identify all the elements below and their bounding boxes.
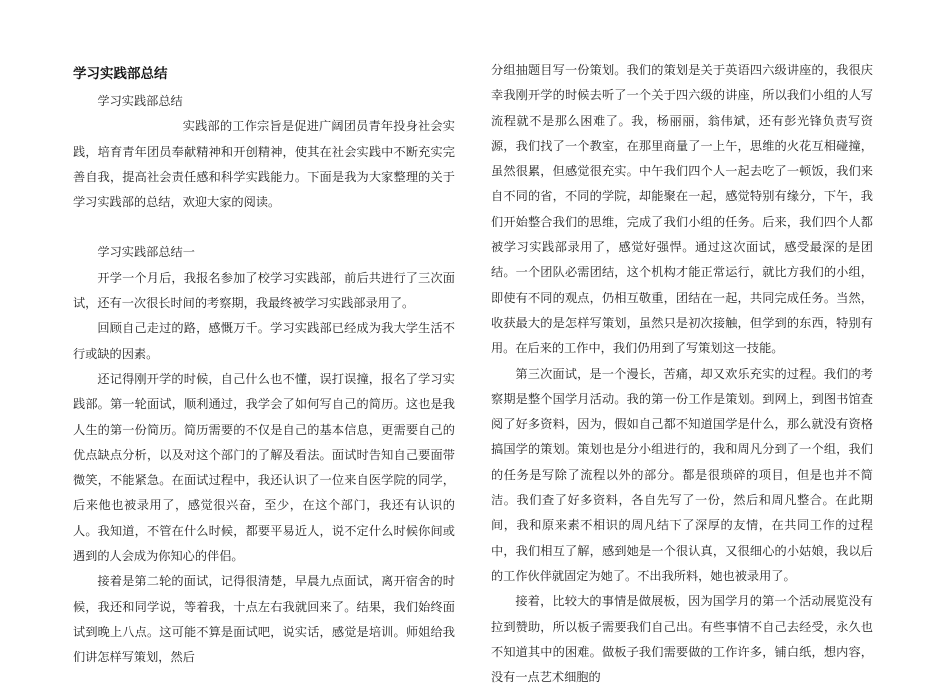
body-paragraph: 回顾自己走过的路，感慨万千。学习实践部已经成为我大学生活不行或缺的因素。 (73, 321, 455, 361)
body-paragraph: 接着，比较大的事情是做展板，因为国学月的第一个活动展览没有拉到赞助，所以板子需要我们自己出。有些事情不自己去经受，永久也不知道其中的困难。做板子我们需要做的工作许多，铺白纸，想内容，没有一点艺术细胞的 (491, 594, 873, 685)
section-title: 学习实践部总结一 (97, 245, 195, 260)
body-paragraph: 还记得刚开学的时候，自己什么也不懂，误打误撞，报名了学习实践部。第一轮面试，顺利通过，我学会了如何写自己的简历。这也是我人生的第一份简历。简历需要的不仅是自己的基本信息，更需要自己的优点缺点分析，以及对这个部门的了解及看法。面试时告知自己要面带微笑，不能紧急。在面试过程中，我还认识了一位来自医学院的同学，后来他也被录用了，感觉很兴奋，至少，在这个部门，我还有认识的人。我知道，不管在什么时候，都要平易近人，说不定什么时候你间或遇到的人会成为你知心的伴侣。 (73, 371, 455, 564)
right-column (491, 58, 873, 690)
body-paragraph: 第三次面试，是一个漫长，苦痛，却又欢乐充实的过程。我们的考察期是整个国学月活动。我的第一份工作是策划。到网上，到图书馆查阅了好多资料，因为，假如自己都不知道国学是什么，那么就没有资格搞国学的策划。策划也是分小组进行的，我和周凡分到了一个组，我们的任务是写除了流程以外的部分。都是很琐碎的项目，但是也并不简洁。我们查了好多资料，各自先写了一份，然后和周凡整合。在此期间，我和原来素不相识的周凡结下了深厚的友情，在共同工作的过程中，我们相互了解，感到她是一个很认真，又很细心的小姑娘，我以后的工作伙伴就固定为她了。不出我所料，她也被录用了。 (491, 366, 873, 583)
body-paragraph: 接着是第二轮的面试，记得很清楚，早晨九点面试，离开宿舍的时候，我还和同学说，等着我，十点左右我就回来了。结果，我们始终面试到晚上八点。这可能不算是面试吧，说实话，感觉是培训。师姐给我们讲怎样写策划，然后 (73, 574, 455, 665)
body-paragraph-continued: 分组抽题目写一份策划。我们的策划是关于英语四六级讲座的，我很庆幸我刚开学的时候去听了一个关于四六级的讲座，所以我们小组的人写流程就不是那么困难了。我，杨丽丽，翁伟斌，还有彭光锋负责写资源，我们找了一个教室，在那里商量了一上午，思维的火花互相碰撞，虽然很累，但感觉很充实。中午我们四个人一起去吃了一顿饭，我们来自不同的省，不同的学院，却能聚在一起，感觉特别有缘分，下午，我们开始整合我们的思维，完成了我们小组的任务。后来，我们四个人都被学习实践部录用了，感觉好强悍。通过这次面试，感受最深的是团结。一个团队必需团结，这个机构才能正常运行，就比方我们的小组，即使有不同的观点，仍相互敬重，团结在一起，共同完成任务。当然，收获最大的是怎样写策划，虽然只是初次接触，但学到的东西，特别有用。在后来的工作中，我们仍用到了写策划这一技能。 (491, 63, 873, 356)
intro-paragraph: 实践部的工作宗旨是促进广阔团员青年投身社会实践，培育青年团员奉献精神和开创精神，使其在社会实践中不断充实完善自我，提高社会责任感和科学实践能力。下面是我为大家整理的关于学习实践部的总结，欢迎大家的阅读。 (73, 119, 455, 210)
document-title: 学习实践部总结 (73, 66, 168, 82)
left-column (73, 58, 455, 671)
document-subtitle: 学习实践部总结 (97, 94, 183, 108)
body-paragraph: 开学一个月后，我报名参加了校学习实践部，前后共进行了三次面试，还有一次很长时间的考察期，我最终被学习实践部录用了。 (73, 270, 455, 311)
blank-line (73, 215, 455, 240)
